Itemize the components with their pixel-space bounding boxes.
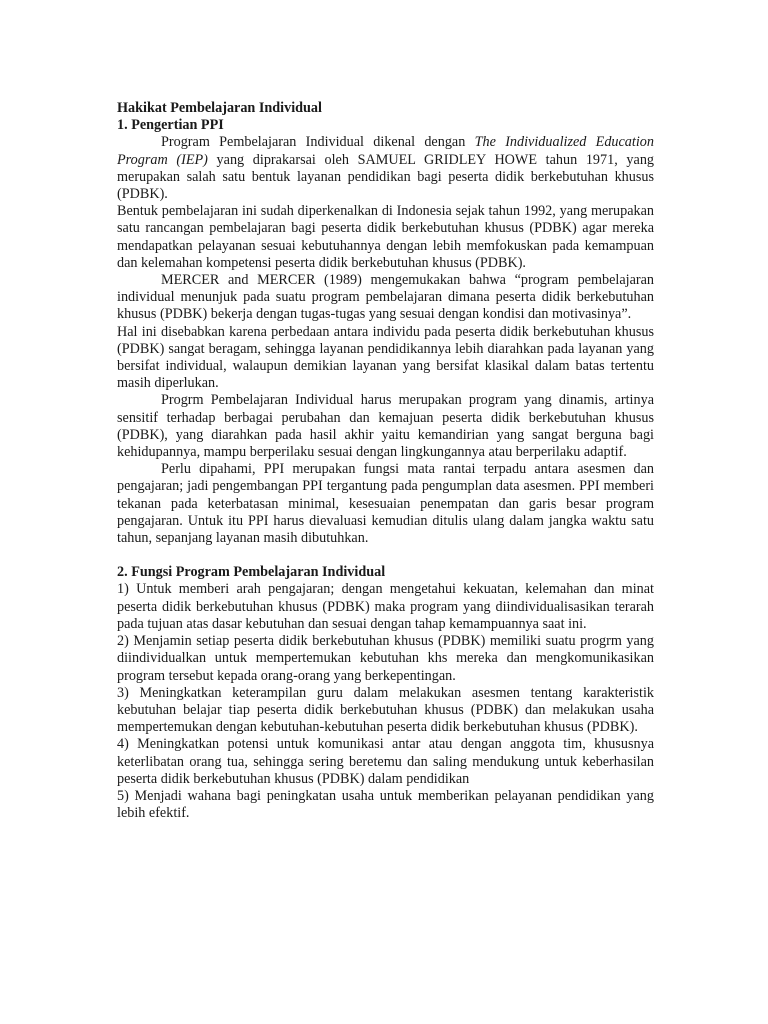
- list-item: 2) Menjamin setiap peserta didik berkebutuhan khusus (PDBK) memiliki suatu progrm yang diindividualkan untuk mempertemukan kebutuhan khs mereka dan mengkomunikasikan program tersebut kepada orang-orang yang berkepentingan.: [117, 633, 654, 684]
- document-title: Hakikat Pembelajaran Individual: [117, 100, 322, 116]
- p1-italic-title: The Individualized Education Program (IEP): [117, 134, 654, 168]
- section-1-paragraph-5: Progrm Pembelajaran Individual harus merupakan program yang dinamis, artinya sensitif terhadap berbagai perubahan dan kemajuan peserta didik berkebutuhan khusus (PDBK), yang diarahkan pada hasil akhir yaitu kemandirian yang sangat berguna bagi kehidupannya, mampu berperilaku sesuai dengan lingkungannya atau berperilaku adaptif.: [117, 392, 654, 461]
- section-1-paragraph-4: Hal ini disebabkan karena perbedaan antara individu pada peserta didik berkebutuhan khusus (PDBK) sangat beragam, sehingga layanan pendidikannya lebih diarahkan pada layanan yang bersifat individual, walaupun demikian layanan yang bersifat klasikal dalam batas tertentu masih diperlukan.: [117, 323, 654, 392]
- document-page: [117, 100, 654, 822]
- p1-tail: yang diprakarsai oleh SAMUEL GRIDLEY HOWE tahun 1971, yang merupakan salah satu bentuk layanan pendidikan bagi peserta didik berkebutuhan khusus (PDBK).: [117, 151, 655, 203]
- section-1-heading: 1. Pengertian PPI: [117, 117, 224, 134]
- section-1-paragraph-3: MERCER and MERCER (1989) mengemukakan bahwa “program pembelajaran individual menunjuk pada suatu program pembelajaran dimana peserta didik berkebutuhan khusus (PDBK) bekerja dengan tugas-tugas yang sesuai dengan kondisi dan motivasinya”.: [117, 272, 654, 323]
- section-2-heading: 2. Fungsi Program Pembelajaran Individual: [117, 564, 386, 581]
- list-item: 1) Untuk memberi arah pengajaran; dengan mengetahui kekuatan, kelemahan dan minat peserta didik berkebutuhan khusus (PDBK) maka program yang diindividualisasikan terarah pada tujuan atas dasar kebutuhan dan sesuai dengan tahap kemampuannya saat ini.: [117, 581, 654, 632]
- section-spacer: [117, 547, 654, 564]
- p1-lead: Program Pembelajaran Individual dikenal dengan: [161, 134, 475, 151]
- section-1-paragraph-1: [117, 134, 654, 203]
- section-1-paragraph-6: Perlu dipahami, PPI merupakan fungsi mata rantai terpadu antara asesmen dan pengajaran; jadi pengembangan PPI tergantung pada pengumplan data asesmen. PPI memberi tekanan pada keterbatasan minimal, kesesuaian penempatan dan garis besar program pengajaran. Untuk itu PPI harus dievaluasi kemudian ditulis ulang dalam jangka waktu satu tahun, sepanjang layanan masih dibutuhkan.: [117, 461, 654, 547]
- list-item: 5) Menjadi wahana bagi peningkatan usaha untuk memberikan pelayanan pendidikan yang lebih efektif.: [117, 787, 654, 822]
- section-1-paragraph-2: Bentuk pembelajaran ini sudah diperkenalkan di Indonesia sejak tahun 1992, yang merupakan satu rancangan pembelajaran bagi peserta didik berkebutuhan khusus (PDBK) agar mereka mendapatkan pelayanan sesuai kebutuhannya dengan lebih memfokuskan pada kemampuan dan kelemahan kompetensi peserta didik berkebutuhan khusus (PDBK).: [117, 203, 654, 271]
- list-item: 3) Meningkatkan keterampilan guru dalam melakukan asesmen tentang karakteristik kebutuhan belajar tiap peserta didik berkebutuhan khusus (PDBK) dan melakukan usaha mempertemukan dengan kebutuhan-kebutuhan peserta didik berkebutuhan khusus (PDBK).: [117, 684, 654, 736]
- list-item: 4) Meningkatkan potensi untuk komunikasi antar atau dengan anggota tim, khususnya keterlibatan orang tua, sehingga sering beretemu dan saling mendukung untuk keberhasilan peserta didik berkebutuhan khusus (PDBK) dalam pendidikan: [117, 736, 654, 787]
